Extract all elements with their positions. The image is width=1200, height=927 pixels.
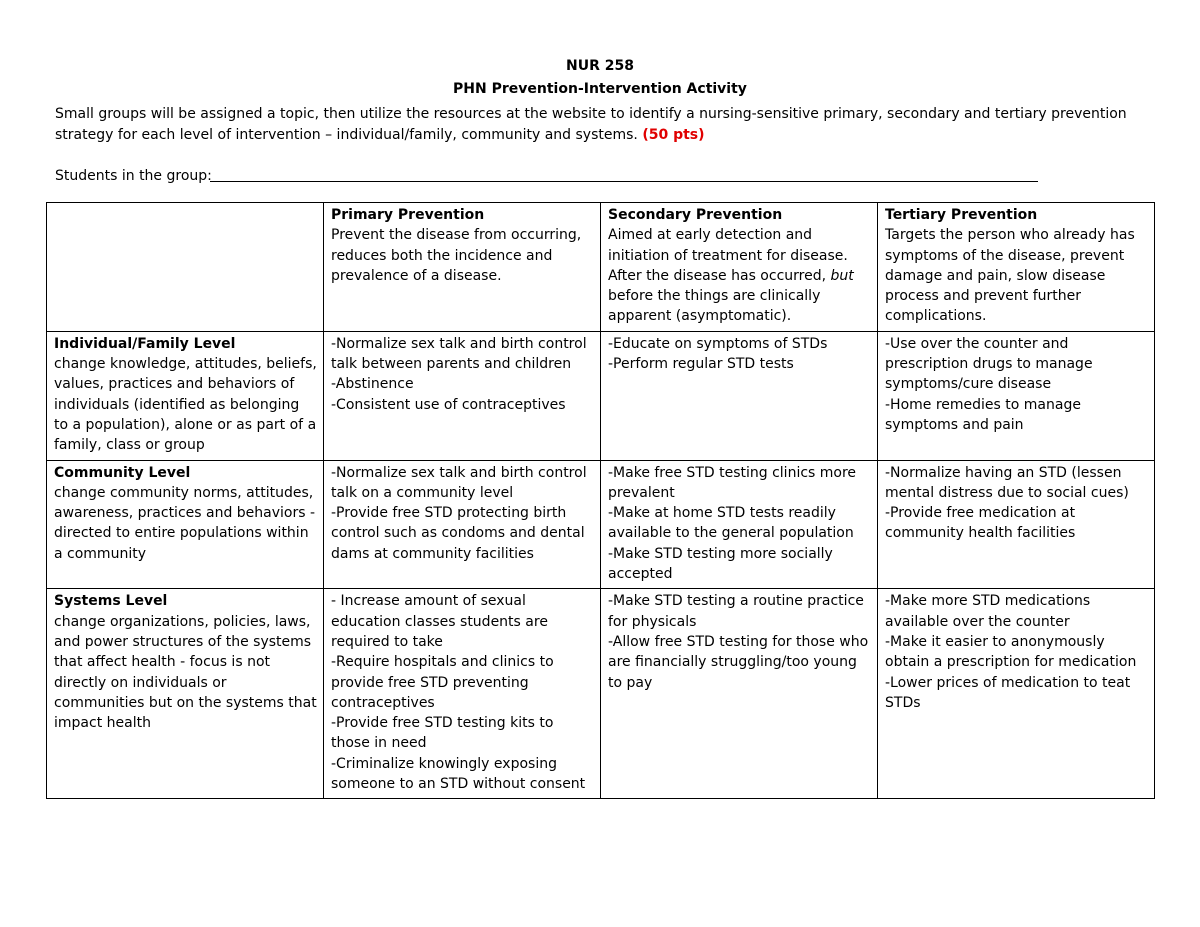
strategy-item: -Normalize sex talk and birth control talk on a community level (331, 464, 587, 501)
cell-tertiary (878, 460, 1155, 589)
header-cell-tertiary (878, 203, 1155, 332)
activity-title: PHN Prevention-Intervention Activity (453, 81, 747, 97)
description-part: Aimed at early detection and initiation of treatment for disease. After the disease has occurred, (608, 227, 848, 284)
students-blank-line (210, 181, 1038, 182)
header-cell-secondary (601, 203, 878, 332)
row-description: change knowledge, attitudes, beliefs, values, practices and behaviors of individuals (identified as belonging to a population), alone or as part of a family, class or group (54, 356, 317, 454)
description-emphasis: but (830, 267, 854, 284)
cell-secondary (601, 331, 878, 460)
strategy-item: -Make STD testing a routine practice for physicals (608, 593, 864, 630)
strategy-item: -Lower prices of medication to teat STDs (885, 674, 1131, 711)
column-title: Tertiary Prevention (885, 207, 1038, 223)
strategy-item: -Make free STD testing clinics more prevalent (608, 464, 857, 501)
strategy-item: -Consistent use of contraceptives (331, 396, 566, 413)
column-title: Primary Prevention (331, 207, 485, 223)
strategy-item: -Make at home STD tests readily available to the general population (608, 505, 854, 542)
instructions-paragraph (55, 104, 1155, 146)
strategy-item: -Educate on symptoms of STDs (608, 335, 828, 352)
strategy-item: -Perform regular STD tests (608, 356, 794, 373)
table-row-systems (47, 589, 1155, 799)
strategy-item: -Provide free STD testing kits to those in need (331, 715, 554, 752)
strategy-item: -Allow free STD testing for those who are financially struggling/too young to pay (608, 633, 869, 691)
prevention-intervention-table (46, 202, 1155, 799)
strategy-item: -Make more STD medications available over the counter (885, 593, 1091, 630)
table-row-community (47, 460, 1155, 589)
strategy-item: -Make it easier to anonymously obtain a prescription for medication (885, 633, 1137, 671)
column-title: Secondary Prevention (608, 207, 783, 223)
strategy-item: -Provide free medication at community health facilities (885, 505, 1076, 542)
strategy-item: -Use over the counter and prescription drugs to manage symptoms/cure disease (885, 335, 1093, 393)
cell-primary (324, 460, 601, 589)
cell-secondary (601, 460, 878, 589)
column-description: Prevent the disease from occurring, reduces both the incidence and prevalence of a disease. (331, 227, 582, 284)
row-header-cell (47, 460, 324, 589)
row-title: Individual/Family Level (54, 335, 236, 352)
row-title: Community Level (54, 464, 191, 481)
column-description: Targets the person who already has symptoms of the disease, prevent damage and pain, slow disease process and prevent further complications. (885, 227, 1135, 325)
row-description: change organizations, policies, laws, and power structures of the systems that affect health - focus is not directly on individuals or communities but on the systems that impact health (54, 613, 317, 732)
strategy-item: -Normalize sex talk and birth control talk between parents and children (331, 335, 587, 373)
corner-cell (47, 203, 324, 332)
cell-primary (324, 331, 601, 460)
points-label: (50 pts) (642, 127, 705, 143)
strategy-item: -Make STD testing more socially accepted (608, 545, 833, 583)
cell-primary (324, 589, 601, 799)
cell-tertiary (878, 331, 1155, 460)
strategy-item: -Criminalize knowingly exposing someone to an STD without consent (331, 755, 586, 793)
row-header-cell (47, 589, 324, 799)
strategy-item: -Normalize having an STD (lessen mental distress due to social cues) (885, 464, 1129, 501)
students-label: Students in the group: (55, 168, 212, 184)
row-title: Systems Level (54, 593, 168, 610)
cell-tertiary (878, 589, 1155, 799)
strategy-item: -Abstinence (331, 376, 414, 393)
cell-secondary (601, 589, 878, 799)
table-header-row (47, 203, 1155, 332)
instructions-text: Small groups will be assigned a topic, then utilize the resources at the website to identify a nursing-sensitive primary, secondary and tertiary prevention strategy for each level of intervention – individual/family, community and systems. (55, 106, 1127, 143)
header-cell-primary (324, 203, 601, 332)
description-part: before the things are clinically apparent (asymptomatic). (608, 288, 821, 325)
column-description (608, 225, 871, 326)
course-code: NUR 258 (566, 58, 634, 74)
row-description: change community norms, attitudes, awareness, practices and behaviors - directed to entire populations within a community (54, 484, 316, 562)
strategy-item: - Increase amount of sexual education classes students are required to take (331, 593, 548, 650)
strategy-item: -Require hospitals and clinics to provide free STD preventing contraceptives (331, 654, 554, 711)
row-header-cell (47, 331, 324, 460)
table-row-individual-family (47, 331, 1155, 460)
strategy-item: -Home remedies to manage symptoms and pain (885, 396, 1081, 433)
strategy-item: -Provide free STD protecting birth control such as condoms and dental dams at community facilities (331, 505, 585, 562)
